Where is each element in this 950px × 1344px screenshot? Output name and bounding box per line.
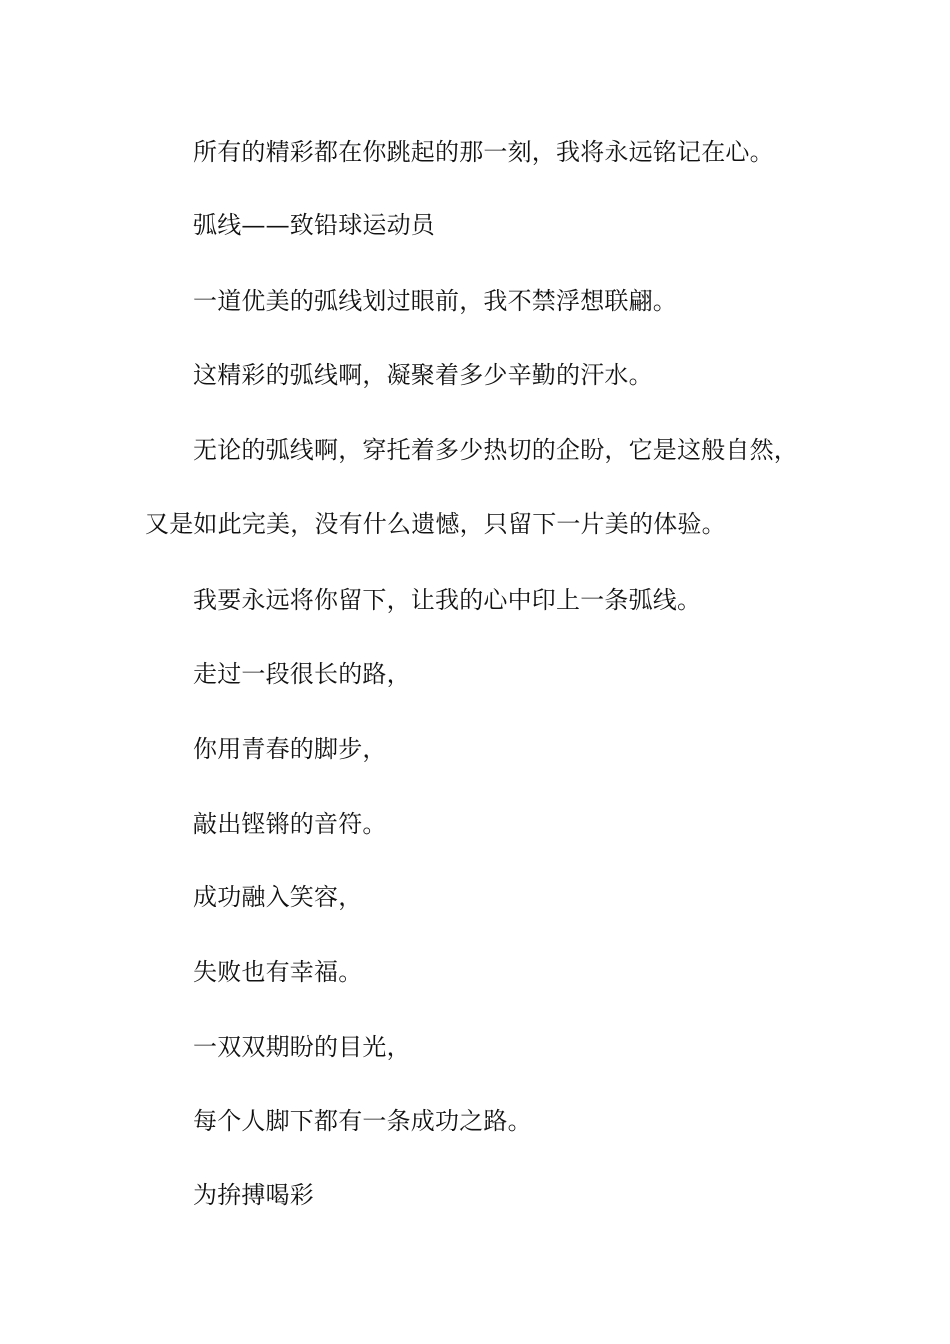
section-title: 弧线——致铅球运动员 xyxy=(193,211,435,239)
poem-line: 每个人脚下都有一条成功之路。 xyxy=(193,1107,532,1135)
paragraph-line-continued: 又是如此完美，没有什么遗憾，只留下一片美的体验。 xyxy=(145,510,726,538)
paragraph-line: 这精彩的弧线啊，凝聚着多少辛勤的汗水。 xyxy=(193,361,653,389)
poem-line: 失败也有幸福。 xyxy=(193,958,363,986)
poem-line: 成功融入笑容， xyxy=(193,883,363,911)
paragraph-line: 一道优美的弧线划过眼前，我不禁浮想联翩。 xyxy=(193,287,677,315)
paragraph-line: 所有的精彩都在你跳起的那一刻，我将永远铭记在心。 xyxy=(193,138,774,166)
section-title: 为拚搏喝彩 xyxy=(193,1181,314,1209)
poem-line: 走过一段很长的路， xyxy=(193,660,411,688)
paragraph-line: 我要永远将你留下，让我的心中印上一条弧线。 xyxy=(193,586,702,614)
poem-line: 一双双期盼的目光， xyxy=(193,1033,411,1061)
poem-line: 敲出铿锵的音符。 xyxy=(193,810,387,838)
poem-line: 你用青春的脚步， xyxy=(193,735,387,763)
paragraph-line: 无论的弧线啊，穿托着多少热切的企盼，它是这般自然， xyxy=(193,436,798,464)
